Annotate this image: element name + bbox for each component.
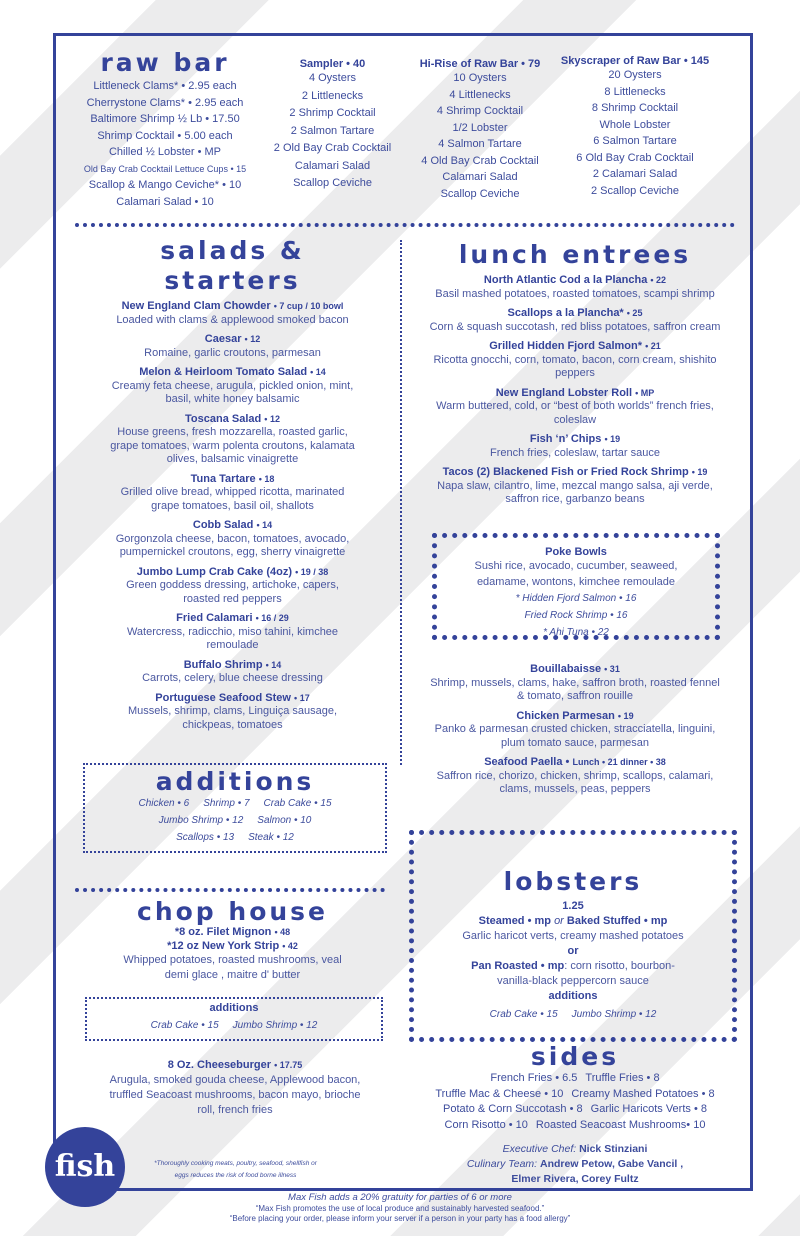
side-item: Corn Risotto • 10	[444, 1118, 528, 1131]
item-price: • 18	[258, 473, 275, 484]
side-item: Garlic Haricots Verts • 8	[590, 1103, 707, 1115]
item-desc: Whipped potatoes, roasted mushrooms, veal demi glace , maitre d' butter	[123, 954, 342, 981]
item-name: New England Clam Chowder	[121, 300, 271, 312]
side-item: Creamy Mashed Potatoes • 8	[571, 1087, 715, 1100]
item-price: • 12	[244, 334, 261, 344]
footer	[100, 1193, 700, 1225]
item-desc: Grilled olive bread, whipped ricotta, marinated grape tomatoes, basil oil, shallots	[120, 486, 345, 512]
item-name: Melon & Heirloom Tomato Salad	[139, 366, 308, 378]
divider	[75, 888, 385, 892]
side-item: Truffle Mac & Cheese • 10	[435, 1087, 564, 1100]
item-price: • 16 / 29	[255, 613, 289, 623]
item-price: • 14	[265, 659, 282, 670]
gratuity-note: Max Fish adds a 20% gratuity for parties of 6 or more	[288, 1192, 512, 1203]
item-price: • 14	[310, 367, 326, 377]
additions-row	[85, 812, 385, 829]
tower-item: Whole Lobster	[599, 118, 671, 131]
lunch-title: lunch entrees	[458, 240, 692, 269]
cheeseburger-item	[90, 1058, 380, 1118]
lobster-size: 1.25	[562, 900, 584, 912]
item-name: Caesar	[204, 333, 242, 345]
item-desc: Gorgonzola cheese, bacon, tomatoes, avocado, pumpernickel croutons, egg, sherry vinaigrette	[115, 532, 350, 558]
item-name: Poke Bowls	[545, 546, 607, 558]
item-desc: Sushi rice, avocado, cucumber, seaweed, edamame, wontons, kimchee remoulade	[474, 560, 678, 588]
menu-item	[90, 366, 375, 407]
sides-title: sides	[530, 1042, 620, 1071]
raw-bar-item: Calamari Salad • 10	[116, 195, 214, 208]
chop-house-section	[90, 898, 375, 989]
item-desc: Ricotta gnocchi, corn, tomato, bacon, corn cream, shishito peppers	[433, 353, 717, 379]
item-desc: Arugula, smoked gouda cheese, Applewood bacon, truffled Seacoast mushrooms, bacon mayo, brioche roll, french fries	[109, 1074, 361, 1116]
sides-row	[415, 1102, 735, 1118]
item-desc: Loaded with clams & applewood smoked bacon	[116, 313, 349, 326]
menu-item	[90, 612, 375, 653]
item-desc: Panko & parmesan crusted chicken, stracciatella, linguini, plum tomato sauce, parmesan	[434, 723, 716, 749]
tower-item: Calamari Salad	[442, 171, 518, 183]
addition-item: Crab Cake • 15	[263, 798, 332, 809]
menu-item	[420, 466, 730, 507]
addition-item: Shrimp • 7	[203, 798, 250, 809]
lobsters-title: lobsters	[503, 867, 643, 896]
item-name: 8 Oz. Cheeseburger	[167, 1059, 272, 1071]
tower-item: Scallop Ceviche	[440, 187, 520, 200]
item-name: *12 oz New York Strip	[167, 939, 280, 952]
team-label: Culinary Team:	[466, 1158, 538, 1170]
item-desc: Shrimp, mussels, clams, hake, saffron broth, roasted fennel & tomato, saffron rouille	[430, 676, 720, 702]
raw-bar-item: Shrimp Cocktail • 5.00 each	[97, 129, 233, 142]
poke-bowls-box	[432, 533, 720, 640]
item-price: • 19	[691, 467, 708, 477]
side-item: French Fries • 6.5	[490, 1072, 578, 1084]
menu-item	[90, 300, 375, 327]
tower-title: Skyscraper of Raw Bar • 145	[560, 55, 710, 67]
divider	[400, 240, 402, 765]
tower-item: 6 Salmon Tartare	[593, 135, 677, 147]
tower-item: 2 Old Bay Crab Cocktail	[273, 142, 392, 154]
menu-item	[90, 692, 375, 733]
item-price: • 19	[617, 710, 634, 721]
item-price: • 48	[274, 927, 291, 937]
addition-item: Salmon • 10	[257, 815, 312, 826]
item-name: Fried Calamari	[176, 612, 253, 624]
item-price: • 21	[645, 341, 661, 351]
raw-bar-item: Baltimore Shrimp ½ Lb • 17.50	[90, 113, 240, 125]
item-desc: Creamy feta cheese, arugula, pickled onion, mint, basil, white honey balsamic	[111, 379, 354, 405]
salads-section	[90, 236, 375, 738]
lunch-section-2	[420, 663, 730, 803]
raw-bar-item: Scallop & Mango Ceviche* • 10	[88, 179, 242, 191]
addition-item: Jumbo Shrimp • 12	[158, 815, 244, 826]
fish-logo: fish	[45, 1127, 125, 1207]
item-name: Tuna Tartare	[190, 472, 256, 485]
additions-title: additions	[209, 1002, 259, 1014]
item-desc: French fries, coleslaw, tartar sauce	[490, 446, 660, 459]
sides-row	[415, 1071, 735, 1087]
tower-item: 4 Littlenecks	[449, 88, 511, 101]
sides-row	[415, 1087, 735, 1103]
chop-house-title: chop house	[137, 897, 328, 926]
item-desc: Mussels, shrimp, clams, Linguiça sausage, chickpeas, tomatoes	[127, 705, 338, 731]
raw-bar-section	[75, 48, 255, 210]
menu-item	[420, 710, 730, 751]
item-price: • 17	[294, 692, 310, 703]
item-price: • 14	[256, 520, 273, 530]
additions-title: additions	[155, 767, 315, 796]
chef-name: Nick Stinziani	[579, 1143, 648, 1155]
item-name: Scallops a la Plancha*	[507, 307, 624, 319]
item-name: New England Lobster Roll	[495, 386, 633, 399]
lunch-section	[420, 240, 730, 513]
menu-item	[420, 387, 730, 428]
tower-item: 2 Scallop Ceviche	[590, 184, 680, 197]
raw-bar-title: raw bar	[100, 48, 230, 77]
addition-item: Jumbo Shrimp • 12	[571, 1009, 657, 1020]
sustainability-note: “Max Fish promotes the use of local produce and sustainably harvested seafood.”	[255, 1203, 545, 1213]
tower-item: 2 Shrimp Cocktail	[289, 107, 376, 119]
raw-bar-item: Cherrystone Clams* • 2.95 each	[86, 96, 244, 109]
tower-item: 2 Salmon Tartare	[290, 124, 375, 137]
item-desc: Basil mashed potatoes, roasted tomatoes, scampi shrimp	[435, 287, 715, 300]
item-price: • 12	[264, 413, 280, 424]
tower-title: Hi-Rise of Raw Bar • 79	[419, 58, 541, 70]
menu-item	[420, 340, 730, 381]
sides-section	[415, 1043, 735, 1187]
item-name: Tacos (2) Blackened Fish or Fried Rock Shrimp	[442, 466, 689, 478]
steamed-option: Steamed • mp	[478, 915, 551, 927]
tower-item: 20 Oysters	[608, 69, 662, 81]
item-name: Fish ‘n’ Chips	[529, 433, 602, 445]
menu-item	[420, 307, 730, 334]
item-price: • MP	[635, 387, 655, 398]
poke-option: Fried Rock Shrimp • 16	[524, 610, 628, 621]
side-item: Potato & Corn Succotash • 8	[443, 1103, 583, 1115]
side-item: Truffle Fries • 8	[585, 1072, 660, 1084]
menu-item	[90, 566, 375, 607]
item-desc: Garlic haricot verts, creamy mashed potatoes	[462, 930, 684, 942]
allergy-note: “Before placing your order, please inform your server if a person in your party has a food allergy”	[229, 1214, 571, 1223]
item-price: • 19	[604, 434, 621, 444]
item-name: Bouillabaisse	[530, 663, 602, 675]
side-item: Roasted Seacoast Mushrooms• 10	[535, 1118, 706, 1131]
additions-row	[85, 829, 385, 846]
baked-option: Baked Stuffed • mp	[566, 915, 668, 927]
menu-item	[90, 333, 375, 360]
item-price: • 42	[282, 940, 298, 951]
lobsters-box	[409, 830, 737, 1042]
credits	[415, 1142, 735, 1187]
chef-label: Executive Chef:	[502, 1143, 577, 1155]
salads-title: salads & starters	[160, 236, 305, 295]
menu-item	[90, 473, 375, 514]
item-desc: Romaine, garlic croutons, parmesan	[144, 346, 321, 359]
addition-item: Scallops • 13	[176, 832, 235, 843]
or-text: or	[567, 945, 579, 957]
item-desc: Green goddess dressing, artichoke, capers, roasted red peppers	[126, 579, 339, 605]
additions-box	[83, 763, 387, 853]
tower-item: 2 Littlenecks	[301, 89, 364, 102]
tower-sampler	[260, 58, 405, 193]
tower-item: Calamari Salad	[294, 159, 371, 172]
item-name: Portuguese Seafood Stew	[155, 691, 291, 704]
item-name: Seafood Paella •	[484, 756, 570, 768]
item-name: *8 oz. Filet Mignon	[174, 926, 272, 938]
menu-item	[90, 519, 375, 560]
menu-item	[420, 663, 730, 704]
item-name: Grilled Hidden Fjord Salmon*	[489, 340, 643, 352]
sides-row	[415, 1118, 735, 1134]
item-desc: Carrots, celery, blue cheese dressing	[142, 672, 323, 684]
tower-item: 10 Oysters	[453, 72, 507, 84]
tower-item: 1/2 Lobster	[452, 121, 508, 134]
raw-bar-item: Littleneck Clams* • 2.95 each	[93, 80, 237, 92]
item-price: • 19 / 38	[295, 566, 329, 577]
tower-item: Scallop Ceviche	[293, 177, 372, 189]
item-desc: Watercress, radicchio, miso tahini, kimchee remoulade	[126, 625, 339, 651]
team-names: Elmer Rivera, Corey Fultz	[511, 1173, 639, 1185]
item-name: Buffalo Shrimp	[183, 658, 263, 671]
tower-title: Sampler • 40	[299, 58, 366, 70]
tower-item: 8 Littlenecks	[604, 85, 666, 98]
item-name: North Atlantic Cod a la Plancha	[483, 274, 648, 286]
poke-option: * Hidden Fjord Salmon • 16	[515, 593, 637, 604]
addition-item: Jumbo Shrimp • 12	[232, 1020, 318, 1031]
tower-item: 8 Shrimp Cocktail	[591, 102, 679, 114]
menu-item	[90, 659, 375, 686]
item-price: • 17.75	[274, 1060, 303, 1070]
addition-item: Steak • 12	[248, 832, 294, 843]
menu-item	[420, 274, 730, 301]
team-names: Andrew Petow, Gabe Vancil ,	[540, 1158, 684, 1170]
item-price: • 25	[626, 308, 643, 318]
item-name: Cobb Salad	[192, 519, 254, 531]
pan-roasted-option: Pan Roasted • mp	[471, 960, 565, 972]
additions-title: additions	[548, 990, 598, 1002]
item-desc: Corn & squash succotash, red bliss potatoes, saffron cream	[429, 320, 721, 333]
item-name: Toscana Salad	[185, 412, 262, 425]
tower-item: 4 Oysters	[308, 72, 357, 84]
food-safety-disclaimer: *Thoroughly cooking meats, poultry, seafood, shellfish or eggs reduces the risk of food borne illness	[154, 1160, 317, 1179]
raw-bar-item: Chilled ½ Lobster • MP	[108, 146, 222, 158]
addition-item: Chicken • 6	[138, 798, 190, 809]
tower-skyscraper	[560, 55, 710, 199]
tower-item: 6 Old Bay Crab Cocktail	[576, 151, 694, 164]
menu-item	[420, 756, 730, 797]
item-price: • 22	[650, 275, 667, 285]
chop-additions-box	[85, 997, 383, 1041]
additions-row	[85, 795, 385, 812]
menu-item	[420, 433, 730, 460]
raw-bar-item: Old Bay Crab Cocktail Lettuce Cups • 15	[83, 163, 247, 174]
tower-item: 4 Shrimp Cocktail	[436, 105, 524, 117]
tower-hi-rise	[405, 58, 555, 202]
tower-item: 4 Old Bay Crab Cocktail	[421, 154, 539, 167]
addition-item: Crab Cake • 15	[150, 1020, 219, 1031]
item-desc: : corn risotto, bourbon-vanilla-black peppercorn sauce	[497, 960, 675, 987]
item-name: Jumbo Lump Crab Cake (4oz)	[136, 565, 292, 578]
item-desc: Saffron rice, chorizo, chicken, shrimp, scallops, calamari, clams, mussels, peas, peppers	[436, 769, 714, 795]
item-name: Chicken Parmesan	[516, 709, 615, 722]
item-price: • 7 cup / 10 bowl	[273, 301, 344, 311]
item-desc: Warm buttered, cold, or “best of both worlds” french fries, coleslaw	[436, 400, 714, 426]
addition-item: Crab Cake • 15	[489, 1009, 558, 1020]
or-text: or	[554, 915, 564, 927]
tower-item: 2 Calamari Salad	[592, 168, 678, 180]
item-price: • 31	[604, 664, 620, 674]
divider	[75, 223, 735, 227]
item-desc: House greens, fresh mozzarella, roasted garlic, grape tomatoes, warm polenta croutons, kalamata olives, balsamic vinaigrette	[110, 426, 355, 465]
item-price: Lunch • 21 dinner • 38	[572, 757, 666, 767]
menu-item	[90, 413, 375, 467]
poke-option: * Ahi Tuna • 22	[543, 627, 609, 638]
tower-item: 4 Salmon Tartare	[438, 138, 522, 150]
item-desc: Napa slaw, cilantro, lime, mezcal mango salsa, aji verde, saffron rice, garbanzo beans	[437, 479, 713, 505]
